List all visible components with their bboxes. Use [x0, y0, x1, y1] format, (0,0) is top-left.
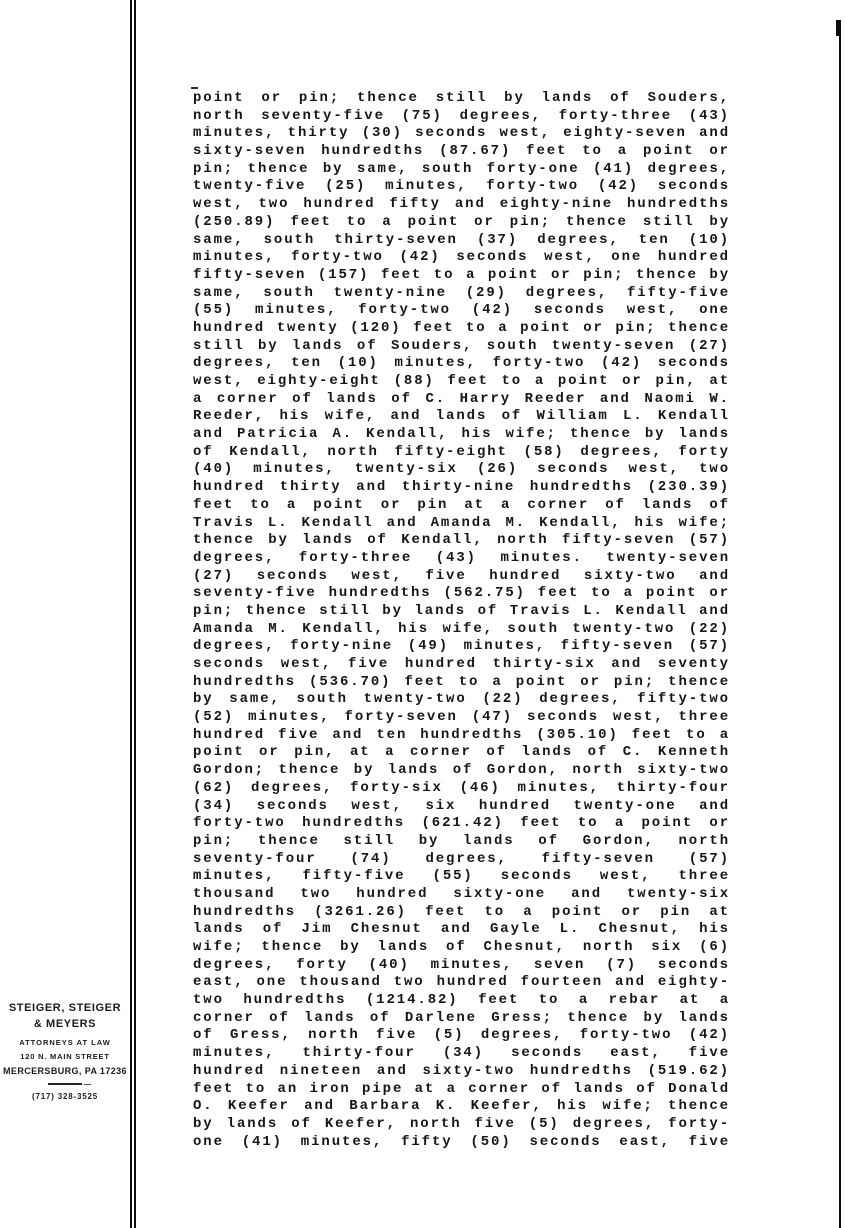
- firm-name-line1: STEIGER, STEIGER: [8, 1002, 122, 1014]
- deed-text-line: hundredths (536.70) feet to a point or pin; thence: [193, 673, 730, 690]
- deed-text-line: a corner of lands of C. Harry Reeder and Naomi W.: [193, 390, 730, 407]
- deed-text-line: same, south thirty-seven (37) degrees, ten (10): [193, 231, 730, 248]
- deed-text-line: Travis L. Kendall and Amanda M. Kendall, his wife;: [193, 514, 730, 531]
- deed-text-line: two hundredths (1214.82) feet to a rebar at a: [193, 992, 730, 1009]
- deed-text-line: seventy-five hundredths (562.75) feet to a point or: [193, 585, 730, 602]
- deed-text-line: and Patricia A. Kendall, his wife; thence by lands: [193, 426, 730, 443]
- deed-text-line: (27) seconds west, five hundred sixty-two and: [193, 567, 730, 584]
- deed-text-line: by lands of Keefer, north five (5) degrees, forty-: [193, 1115, 730, 1132]
- deed-text-line: (55) minutes, forty-two (42) seconds west, one: [193, 302, 730, 319]
- deed-text-line: thence by lands of Kendall, north fifty-seven (57): [193, 532, 730, 549]
- deed-text-line: degrees, forty-nine (49) minutes, fifty-seven (57): [193, 638, 730, 655]
- scan-artifact-mark: [191, 87, 198, 89]
- deed-text-line: (34) seconds west, six hundred twenty-one and: [193, 797, 730, 814]
- deed-text-line: still by lands of Souders, south twenty-seven (27): [193, 337, 730, 354]
- deed-text-line: point or pin; thence still by lands of Souders,: [193, 90, 730, 106]
- deed-text-line: (40) minutes, twenty-six (26) seconds west, two: [193, 461, 730, 478]
- deed-text-line: hundred twenty (120) feet to a point or pin; thence: [193, 319, 730, 336]
- deed-text-line: seconds west, five hundred thirty-six and seventy: [193, 656, 730, 672]
- deed-text-line: minutes, fifty-five (55) seconds west, three: [193, 868, 730, 885]
- deed-text-line: Gordon; thence by lands of Gordon, north sixty-two: [193, 762, 730, 779]
- deed-text-line: Reeder, his wife, and lands of William L. Kendall: [193, 408, 730, 425]
- deed-text-line: (62) degrees, forty-six (46) minutes, thirty-four: [193, 779, 730, 796]
- deed-text-line: corner of lands of Darlene Gress; thence by lands: [193, 1009, 730, 1026]
- deed-text-line: seventy-four (74) degrees, fifty-seven (57): [193, 850, 730, 867]
- deed-text-line: pin; thence still by lands of Travis L. Kendall and: [193, 602, 730, 619]
- deed-text-line: same, south twenty-nine (29) degrees, fifty-five: [193, 284, 730, 301]
- deed-text-line: minutes, thirty-four (34) seconds east, five: [193, 1045, 730, 1062]
- deed-text-line: degrees, ten (10) minutes, forty-two (42) seconds: [193, 355, 730, 372]
- deed-text-line: thousand two hundred sixty-one and twenty-six: [193, 885, 730, 902]
- deed-text-line: pin; thence by same, south forty-one (41) degrees,: [193, 160, 730, 177]
- deed-text-line: (250.89) feet to a point or pin; thence still by: [193, 213, 730, 230]
- firm-address-street: 120 N. MAIN STREET: [20, 1052, 110, 1061]
- deed-text-line: pin; thence still by lands of Gordon, north: [193, 832, 730, 849]
- deed-description-text: [193, 90, 730, 1151]
- deed-text-line: by same, south twenty-two (22) degrees, fifty-two: [193, 691, 730, 708]
- deed-text-line: north seventy-five (75) degrees, forty-three (43): [193, 107, 730, 124]
- deed-text-line: O. Keefer and Barbara K. Keefer, his wife; thence: [193, 1098, 730, 1115]
- deed-text-line: one (41) minutes, fifty (50) seconds east, five: [193, 1133, 730, 1150]
- right-edge-rule-notch: [836, 20, 841, 36]
- firm-name-line2: & MEYERS: [33, 1018, 97, 1030]
- deed-text-line: minutes, thirty (30) seconds west, eighty-seven and: [193, 125, 730, 142]
- deed-text-line: sixty-seven hundredths (87.67) feet to a point or: [193, 143, 730, 160]
- deed-text-line: (52) minutes, forty-seven (47) seconds west, three: [193, 709, 730, 726]
- deed-text-line: forty-two hundredths (621.42) feet to a point or: [193, 815, 730, 832]
- left-margin-rule-inner: [134, 0, 136, 1228]
- deed-text-line: feet to a point or pin at a corner of lands of: [193, 496, 730, 513]
- deed-text-line: wife; thence by lands of Chesnut, north six (6): [193, 939, 730, 955]
- firm-phone: (717) 328-3525: [32, 1092, 98, 1101]
- deed-text-line: hundred thirty and thirty-nine hundredths (230.39): [193, 479, 730, 496]
- deed-text-line: west, two hundred fifty and eighty-nine hundredths: [193, 196, 730, 213]
- deed-text-line: west, eighty-eight (88) feet to a point or pin, at: [193, 373, 730, 389]
- deed-text-line: Amanda M. Kendall, his wife, south twenty-two (22): [193, 620, 730, 637]
- deed-text-line: minutes, forty-two (42) seconds west, one hundred: [193, 249, 730, 266]
- deed-text-line: hundred nineteen and sixty-two hundredths (519.62): [193, 1062, 730, 1079]
- deed-text-line: degrees, forty (40) minutes, seven (7) seconds: [193, 956, 730, 973]
- deed-text-line: hundred five and ten hundredths (305.10) feet to a: [193, 726, 730, 743]
- deed-text-line: east, one thousand two hundred fourteen and eighty-: [193, 974, 730, 991]
- deed-text-line: of Gress, north five (5) degrees, forty-two (42): [193, 1027, 730, 1044]
- deed-text-line: fifty-seven (157) feet to a point or pin; thence by: [193, 266, 730, 283]
- deed-text-line: hundredths (3261.26) feet to a point or pin at: [193, 903, 730, 920]
- deed-text-line: twenty-five (25) minutes, forty-two (42) seconds: [193, 178, 730, 195]
- stamp-divider-rule: [48, 1083, 82, 1085]
- law-firm-stamp: [0, 1000, 130, 1103]
- left-margin-rule-outer: [130, 0, 132, 1228]
- deed-text-line: degrees, forty-three (43) minutes. twenty-seven: [193, 549, 730, 566]
- deed-text-line: point or pin, at a corner of lands of C. Kenneth: [193, 744, 730, 761]
- deed-text-line: lands of Jim Chesnut and Gayle L. Chesnut, his: [193, 921, 730, 938]
- firm-title: ATTORNEYS AT LAW: [19, 1038, 111, 1047]
- deed-text-line: feet to an iron pipe at a corner of lands of Donald: [193, 1080, 730, 1097]
- firm-address-city: MERCERSBURG, PA 17236: [3, 1066, 127, 1076]
- right-edge-rule: [839, 20, 841, 1228]
- deed-text-line: of Kendall, north fifty-eight (58) degrees, forty: [193, 443, 730, 460]
